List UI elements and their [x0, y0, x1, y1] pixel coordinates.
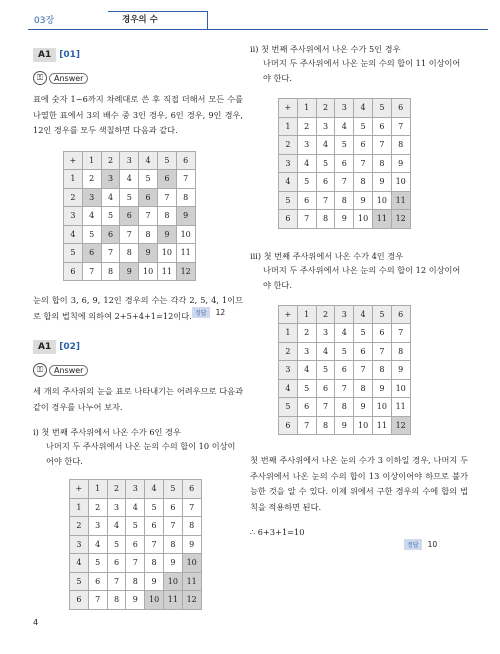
table-cell: 9 [372, 379, 391, 398]
table-cell: 6 [335, 361, 354, 380]
table-cell: 12 [391, 416, 410, 435]
table-cell: 8 [176, 188, 195, 207]
table-header-cell: 6 [391, 99, 410, 118]
page-number: 4 [33, 618, 39, 627]
table-cell: 10 [182, 554, 201, 573]
case-iii-heading: iii) 첫 번째 주사위에서 나온 수가 4인 경우 [250, 250, 404, 261]
row-header-cell: 4 [70, 554, 89, 573]
table-cell: 12 [182, 591, 201, 610]
table-cell: 2 [297, 117, 316, 136]
table-header-cell: 3 [335, 305, 354, 324]
table-cell: 10 [354, 416, 373, 435]
table-cell: 8 [101, 262, 120, 281]
table-cell: 3 [316, 117, 335, 136]
row-header-cell: 3 [279, 361, 298, 380]
case-i-body: 나머지 두 주사위에서 나온 눈의 수의 합이 10 이상이어야 한다. [46, 441, 236, 466]
answer-marker: ⚿ Answer [33, 70, 243, 86]
row-header-cell: 2 [279, 342, 298, 361]
table-header-cell: 2 [316, 99, 335, 118]
row-header-cell: 3 [64, 207, 83, 226]
table-cell: 3 [316, 324, 335, 343]
answer-label-02: A1 [02] [33, 340, 80, 354]
table-cell: 11 [372, 210, 391, 229]
table-cell: 5 [82, 225, 101, 244]
row-header-cell: 6 [279, 210, 298, 229]
table-cell: 4 [316, 342, 335, 361]
table-header-cell: + [70, 480, 89, 499]
row-header-cell: 4 [279, 173, 298, 192]
answer-label-01: A1 [01] [33, 48, 80, 62]
table-cell: 7 [157, 188, 176, 207]
table-cell: 11 [163, 591, 182, 610]
row-header-cell: 5 [279, 191, 298, 210]
section-02 [33, 334, 243, 610]
row-header-cell: 2 [70, 517, 89, 536]
conclusion-text: 눈의 합이 3, 6, 9, 12인 경우의 수는 각각 2, 5, 4, 1이므로 합의 법칙에 의하여 2+5+4+1=12이다. [33, 295, 243, 321]
table-cell: 6 [145, 517, 164, 536]
table-cell: 10 [157, 244, 176, 263]
table-cell: 4 [335, 117, 354, 136]
row-header-cell: 1 [279, 117, 298, 136]
table-cell: 8 [139, 225, 158, 244]
sum-table-4 [278, 305, 411, 436]
case-i-heading: i) 첫 번째 주사위에서 나온 수가 6인 경우 [33, 427, 181, 437]
table-cell: 8 [163, 535, 182, 554]
table-cell: 7 [335, 173, 354, 192]
table-cell: 3 [297, 342, 316, 361]
table-cell: 7 [120, 225, 139, 244]
table-cell: 3 [101, 170, 120, 189]
table-cell: 9 [391, 361, 410, 380]
table-cell: 6 [372, 117, 391, 136]
table-cell: 2 [88, 498, 107, 517]
table-cell: 5 [335, 342, 354, 361]
table-cell: 8 [372, 361, 391, 380]
result-01: 정답 12 [192, 307, 225, 318]
table-header-cell: 3 [335, 99, 354, 118]
table-header-cell: 2 [316, 305, 335, 324]
table-cell: 6 [372, 324, 391, 343]
table-cell: 4 [107, 517, 126, 536]
table-cell: 6 [88, 572, 107, 591]
case-ii-heading: ii) 첫 번째 주사위에서 나온 수가 5인 경우 [250, 44, 401, 54]
table-cell: 9 [126, 591, 145, 610]
table-cell: 5 [145, 498, 164, 517]
table-cell: 4 [297, 154, 316, 173]
table-cell: 8 [335, 191, 354, 210]
table-cell: 6 [354, 136, 373, 155]
table-header-cell: 1 [82, 151, 101, 170]
table-cell: 4 [335, 324, 354, 343]
table-cell: 10 [372, 398, 391, 417]
table-header-cell: 6 [391, 305, 410, 324]
table-cell: 4 [297, 361, 316, 380]
table-cell: 5 [88, 554, 107, 573]
table-cell: 7 [391, 324, 410, 343]
table-cell: 7 [316, 191, 335, 210]
table-cell: 4 [88, 535, 107, 554]
table-cell: 7 [163, 517, 182, 536]
table-cell: 11 [391, 191, 410, 210]
chapter-label: 03장 [34, 16, 55, 26]
table-cell: 2 [297, 324, 316, 343]
table-cell: 6 [120, 207, 139, 226]
table-cell: 6 [316, 379, 335, 398]
table-cell: 9 [157, 225, 176, 244]
table-cell: 6 [163, 498, 182, 517]
sum-table-1 [63, 151, 196, 282]
table-cell: 3 [107, 498, 126, 517]
table-cell: 10 [391, 173, 410, 192]
table-cell: 7 [182, 498, 201, 517]
row-header-cell: 5 [70, 572, 89, 591]
table-cell: 5 [120, 188, 139, 207]
case-ii-body: 나머지 두 주사위에서 나온 눈의 수의 합이 11 이상이어야 한다. [263, 58, 461, 83]
row-header-cell: 6 [279, 416, 298, 435]
table-cell: 10 [139, 262, 158, 281]
table-cell: 5 [297, 379, 316, 398]
table-cell: 5 [139, 170, 158, 189]
table-cell: 8 [391, 136, 410, 155]
table-cell: 7 [107, 572, 126, 591]
table-cell: 5 [354, 117, 373, 136]
table-header-cell: 4 [145, 480, 164, 499]
answer-marker: ⚿ Answer [33, 362, 243, 378]
table-cell: 6 [139, 188, 158, 207]
table-header-cell: 4 [354, 305, 373, 324]
table-header-cell: 5 [157, 151, 176, 170]
final-equation: ∴ 6+3+1=10 [250, 527, 305, 537]
table-cell: 7 [372, 136, 391, 155]
table-cell: 9 [354, 191, 373, 210]
table-cell: 8 [120, 244, 139, 263]
table-cell: 8 [354, 173, 373, 192]
table-cell: 5 [126, 517, 145, 536]
table-cell: 6 [354, 342, 373, 361]
table-cell: 5 [297, 173, 316, 192]
row-header-cell: 6 [70, 591, 89, 610]
table-cell: 7 [126, 554, 145, 573]
table-header-cell: 6 [182, 480, 201, 499]
table-cell: 7 [354, 154, 373, 173]
table-cell: 3 [297, 136, 316, 155]
final-explanation: 첫 번째 주사위에서 나온 눈의 수가 3 이하일 경우, 나머지 두 주사위에서 나온 눈의 수의 합이 13 이상이어야 하므로 불가능한 것을 알 수 있다. 이제 위에서 구한 경우의 수에 합의 법칙을 적용하면 된다. [250, 455, 468, 512]
row-header-cell: 5 [64, 244, 83, 263]
table-cell: 10 [145, 591, 164, 610]
row-header-cell: 1 [70, 498, 89, 517]
table-cell: 7 [145, 535, 164, 554]
table-cell: 11 [182, 572, 201, 591]
table-cell: 11 [372, 416, 391, 435]
table-cell: 6 [107, 554, 126, 573]
row-header-cell: 3 [70, 535, 89, 554]
table-cell: 5 [316, 154, 335, 173]
table-cell: 11 [391, 398, 410, 417]
table-cell: 8 [391, 342, 410, 361]
table-cell: 9 [163, 554, 182, 573]
table-cell: 6 [316, 173, 335, 192]
case-iii-body: 나머지 두 주사위에서 나온 눈의 수의 합이 12 이상이어야 한다. [263, 264, 461, 290]
chapter-title: 경우의 수 [122, 15, 158, 25]
table-header-cell: 5 [372, 99, 391, 118]
table-cell: 6 [297, 191, 316, 210]
table-header-cell: 5 [372, 305, 391, 324]
table-cell: 8 [107, 591, 126, 610]
row-header-cell: 1 [64, 170, 83, 189]
row-header-cell: 4 [279, 379, 298, 398]
sum-table-3 [278, 98, 411, 229]
row-header-cell: 2 [279, 136, 298, 155]
table-cell: 8 [157, 207, 176, 226]
table-header-cell: 1 [297, 305, 316, 324]
table-cell: 7 [354, 361, 373, 380]
sum-table-2 [69, 479, 202, 610]
table-cell: 8 [316, 210, 335, 229]
table-cell: 4 [82, 207, 101, 226]
result-badge: 정답 [404, 539, 422, 550]
table-cell: 8 [145, 554, 164, 573]
table-header-cell: 3 [120, 151, 139, 170]
left-column [33, 42, 243, 324]
result-02: 정답 10 [404, 539, 437, 550]
table-cell: 12 [391, 210, 410, 229]
table-cell: 5 [354, 324, 373, 343]
table-cell: 8 [126, 572, 145, 591]
table-header-cell: 2 [101, 151, 120, 170]
header-rule [28, 29, 488, 30]
result-badge: 정답 [192, 307, 210, 318]
table-cell: 4 [126, 498, 145, 517]
table-cell: 6 [297, 398, 316, 417]
table-cell: 5 [107, 535, 126, 554]
table-cell: 9 [391, 154, 410, 173]
table-header-cell: + [64, 151, 83, 170]
table-cell: 10 [391, 379, 410, 398]
table-cell: 7 [139, 207, 158, 226]
table-cell: 7 [88, 591, 107, 610]
table-header-cell: 4 [354, 99, 373, 118]
row-header-cell: 1 [279, 324, 298, 343]
table-cell: 7 [372, 342, 391, 361]
table-cell: 3 [82, 188, 101, 207]
table-header-cell: 1 [297, 99, 316, 118]
table-cell: 9 [120, 262, 139, 281]
table-cell: 11 [157, 262, 176, 281]
table-cell: 6 [335, 154, 354, 173]
table-header-cell: + [279, 99, 298, 118]
table-cell: 9 [372, 173, 391, 192]
table-cell: 7 [101, 244, 120, 263]
table-cell: 8 [335, 398, 354, 417]
table-cell: 6 [126, 535, 145, 554]
table-cell: 9 [335, 416, 354, 435]
table-cell: 9 [145, 572, 164, 591]
row-header-cell: 3 [279, 154, 298, 173]
table-header-cell: 2 [107, 480, 126, 499]
intro-text: 표에 숫자 1~6까지 차례대로 쓴 후 직접 더해서 모든 수를 나열한 표에서 3의 배수 중 3인 경우, 6인 경우, 9인 경우, 12인 경우를 모두 색칠하면 다음과 같다. [33, 94, 243, 135]
table-cell: 6 [82, 244, 101, 263]
table-cell: 5 [335, 136, 354, 155]
table-cell: 3 [88, 517, 107, 536]
table-cell: 7 [297, 210, 316, 229]
table-cell: 6 [157, 170, 176, 189]
key-icon: ⚿ [33, 363, 47, 377]
table-cell: 7 [391, 117, 410, 136]
table-cell: 10 [176, 225, 195, 244]
table-cell: 8 [372, 154, 391, 173]
table-header-cell: + [279, 305, 298, 324]
table-cell: 9 [176, 207, 195, 226]
table-cell: 4 [316, 136, 335, 155]
table-cell: 10 [354, 210, 373, 229]
table-cell: 6 [101, 225, 120, 244]
table-cell: 9 [335, 210, 354, 229]
row-header-cell: 2 [64, 188, 83, 207]
row-header-cell: 6 [64, 262, 83, 281]
row-header-cell: 4 [64, 225, 83, 244]
table-cell: 11 [176, 244, 195, 263]
table-cell: 4 [120, 170, 139, 189]
table-cell: 8 [354, 379, 373, 398]
table-cell: 8 [316, 416, 335, 435]
table-cell: 9 [182, 535, 201, 554]
table-header-cell: 1 [88, 480, 107, 499]
table-cell: 7 [297, 416, 316, 435]
table-cell: 2 [82, 170, 101, 189]
key-icon: ⚿ [33, 71, 47, 85]
table-cell: 7 [316, 398, 335, 417]
table-header-cell: 6 [176, 151, 195, 170]
right-column [250, 42, 468, 541]
table-cell: 10 [372, 191, 391, 210]
page-header [28, 10, 488, 30]
table-cell: 12 [176, 262, 195, 281]
table-cell: 8 [182, 517, 201, 536]
table-cell: 5 [101, 207, 120, 226]
table-cell: 5 [316, 361, 335, 380]
table-cell: 9 [139, 244, 158, 263]
intro-text: 세 개의 주사위의 눈을 표로 나타내기는 어려우므로 다음과 같이 경우를 나누어 보자. [33, 386, 243, 412]
row-header-cell: 5 [279, 398, 298, 417]
table-cell: 7 [176, 170, 195, 189]
table-header-cell: 5 [163, 480, 182, 499]
table-header-cell: 3 [126, 480, 145, 499]
table-cell: 4 [101, 188, 120, 207]
table-cell: 7 [335, 379, 354, 398]
table-cell: 9 [354, 398, 373, 417]
table-header-cell: 4 [139, 151, 158, 170]
table-cell: 7 [82, 262, 101, 281]
table-cell: 10 [163, 572, 182, 591]
